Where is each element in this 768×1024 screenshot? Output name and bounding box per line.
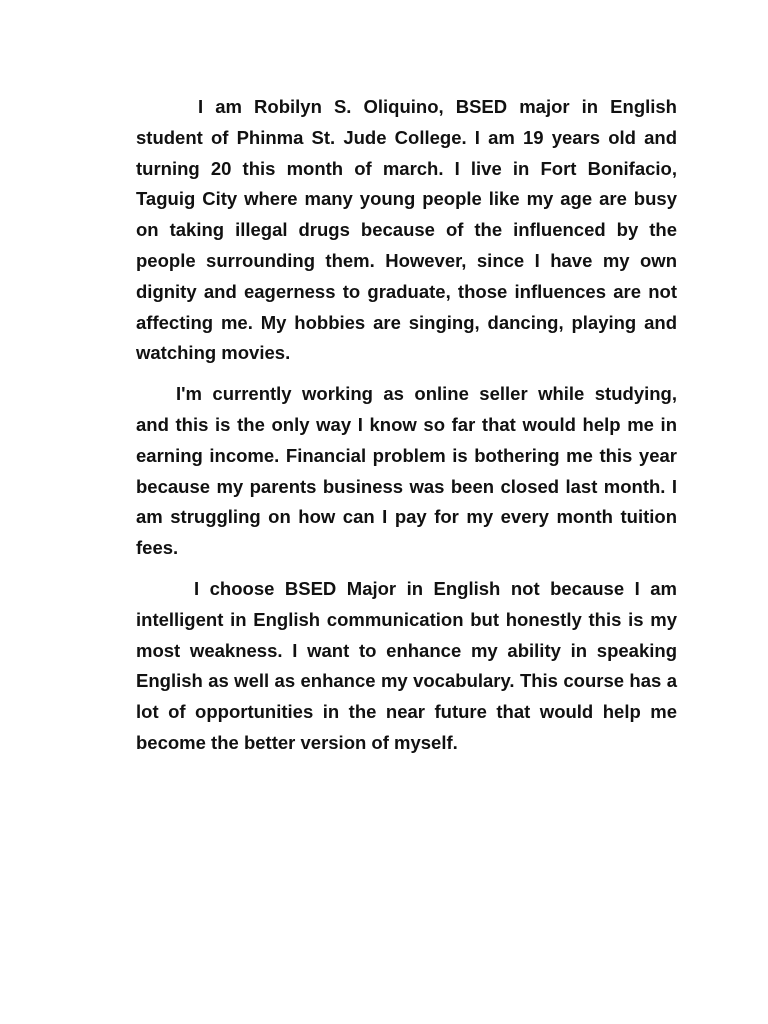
- document-page: [136, 92, 677, 769]
- paragraph-work-and-finances: I'm currently working as online seller while studying, and this is the only way I know so far that would help me in earning income. Financial problem is bothering me this year because my parents business was been closed last month. I am struggling on how can I pay for my every month tuition fees.: [136, 383, 677, 559]
- paragraph-introduction: I am Robilyn S. Oliquino, BSED major in English student of Phinma St. Jude College. I am 19 years old and turning 20 this month of march. I live in Fort Bonifacio, Taguig City where many young people like my age are busy on taking illegal drugs because of the influenced by the people surrounding them. However, since I have my own dignity and eagerness to graduate, those influences are not affecting me. My hobbies are singing, dancing, playing and watching movies.: [136, 96, 677, 364]
- paragraph-course-choice: I choose BSED Major in English not because I am intelligent in English communication but honestly this is my most weakness. I want to enhance my ability in speaking English as well as enhance my vocabulary. This course has a lot of opportunities in the near future that would help me become the better version of myself.: [136, 577, 677, 753]
